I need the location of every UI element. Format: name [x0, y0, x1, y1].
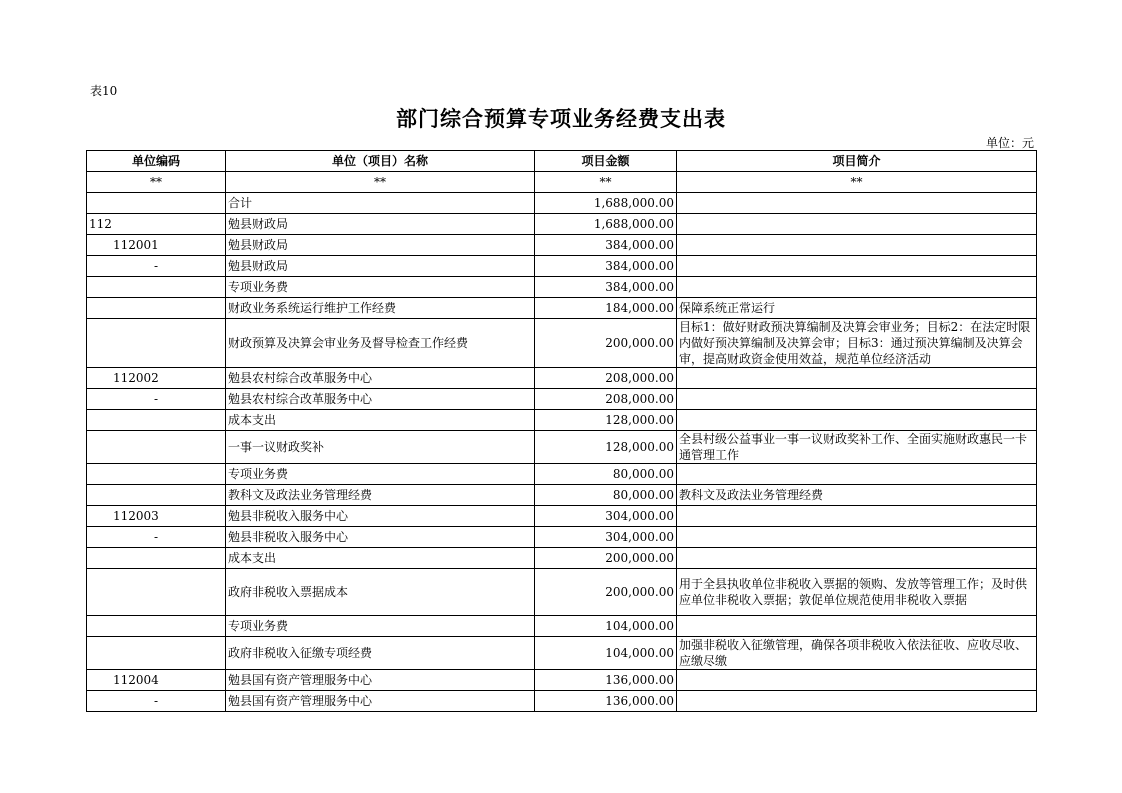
- table-row: [87, 431, 1037, 464]
- amount-cell: 384,000.00: [535, 277, 677, 298]
- unit-code-cell: [87, 431, 226, 464]
- description-cell: [677, 410, 1037, 431]
- amount-cell: 128,000.00: [535, 410, 677, 431]
- header-description: 项目简介: [677, 151, 1037, 172]
- table-row: [87, 506, 1037, 527]
- table-row: [87, 670, 1037, 691]
- unit-code-cell: 112004: [87, 670, 226, 691]
- amount-cell: 200,000.00: [535, 319, 677, 368]
- unit-name-cell: 勉县非税收入服务中心: [226, 527, 535, 548]
- table-row: [87, 319, 1037, 368]
- description-cell: 目标1：做好财政预决算编制及决算会审业务；目标2：在法定时限内做好预决算编制及决算会审；目标3：通过预决算编制及决算会审，提高财政资金使用效益，规范单位经济活动: [677, 319, 1037, 368]
- table-row: [87, 193, 1037, 214]
- star-cell: **: [87, 172, 226, 193]
- description-cell: [677, 368, 1037, 389]
- unit-name-cell: 政府非税收入票据成本: [226, 569, 535, 616]
- unit-code-cell: [87, 298, 226, 319]
- unit-code-cell: 112: [87, 214, 226, 235]
- unit-code-cell: [87, 485, 226, 506]
- amount-cell: 136,000.00: [535, 691, 677, 712]
- star-cell: **: [535, 172, 677, 193]
- unit-name-cell: 成本支出: [226, 410, 535, 431]
- unit-name-cell: 勉县财政局: [226, 256, 535, 277]
- expense-table: [86, 150, 1037, 712]
- table-row: [87, 410, 1037, 431]
- description-cell: [677, 506, 1037, 527]
- unit-name-cell: 勉县国有资产管理服务中心: [226, 691, 535, 712]
- unit-code-cell: [87, 637, 226, 670]
- table-row: [87, 691, 1037, 712]
- table-row: [87, 527, 1037, 548]
- table-row: [87, 256, 1037, 277]
- table-row: [87, 548, 1037, 569]
- header-amount: 项目金额: [535, 151, 677, 172]
- description-cell: [677, 256, 1037, 277]
- unit-code-cell: [87, 616, 226, 637]
- description-cell: [677, 389, 1037, 410]
- unit-name-cell: 专项业务费: [226, 464, 535, 485]
- unit-code-cell: [87, 193, 226, 214]
- header-row: [87, 151, 1037, 172]
- table-row: [87, 569, 1037, 616]
- table-row: [87, 389, 1037, 410]
- unit-name-cell: 勉县财政局: [226, 235, 535, 256]
- amount-cell: 200,000.00: [535, 569, 677, 616]
- table-row: [87, 616, 1037, 637]
- unit-name-cell: 勉县国有资产管理服务中心: [226, 670, 535, 691]
- description-cell: [677, 670, 1037, 691]
- table-row: [87, 368, 1037, 389]
- description-cell: [677, 548, 1037, 569]
- description-cell: 全县村级公益事业一事一议财政奖补工作、全面实施财政惠民一卡通管理工作: [677, 431, 1037, 464]
- amount-cell: 1,688,000.00: [535, 193, 677, 214]
- amount-cell: 304,000.00: [535, 506, 677, 527]
- unit-label: 单位：元: [985, 136, 1034, 150]
- description-cell: [677, 235, 1037, 256]
- unit-code-cell: [87, 319, 226, 368]
- table-row: [87, 464, 1037, 485]
- unit-name-cell: 财政预算及决算会审业务及督导检查工作经费: [226, 319, 535, 368]
- header-unit-name: 单位（项目）名称: [226, 151, 535, 172]
- unit-name-cell: 勉县财政局: [226, 214, 535, 235]
- amount-cell: 208,000.00: [535, 368, 677, 389]
- header-unit-code: 单位编码: [87, 151, 226, 172]
- table-row: [87, 214, 1037, 235]
- unit-name-cell: 勉县非税收入服务中心: [226, 506, 535, 527]
- unit-code-cell: -: [87, 527, 226, 548]
- description-cell: [677, 277, 1037, 298]
- unit-name-cell: 成本支出: [226, 548, 535, 569]
- sheet-number: 表10: [90, 84, 118, 98]
- unit-code-cell: 112002: [87, 368, 226, 389]
- unit-code-cell: 112001: [87, 235, 226, 256]
- unit-name-cell: 财政业务系统运行维护工作经费: [226, 298, 535, 319]
- unit-code-cell: [87, 277, 226, 298]
- amount-cell: 136,000.00: [535, 670, 677, 691]
- table-row: [87, 298, 1037, 319]
- unit-code-cell: 112003: [87, 506, 226, 527]
- unit-name-cell: 教科文及政法业务管理经费: [226, 485, 535, 506]
- description-cell: [677, 464, 1037, 485]
- description-cell: [677, 691, 1037, 712]
- description-cell: [677, 193, 1037, 214]
- amount-cell: 80,000.00: [535, 464, 677, 485]
- amount-cell: 384,000.00: [535, 256, 677, 277]
- unit-name-cell: 一事一议财政奖补: [226, 431, 535, 464]
- amount-cell: 304,000.00: [535, 527, 677, 548]
- star-row: [87, 172, 1037, 193]
- unit-name-cell: 勉县农村综合改革服务中心: [226, 368, 535, 389]
- unit-code-cell: [87, 464, 226, 485]
- unit-name-cell: 专项业务费: [226, 277, 535, 298]
- amount-cell: 104,000.00: [535, 616, 677, 637]
- unit-code-cell: -: [87, 389, 226, 410]
- description-cell: 教科文及政法业务管理经费: [677, 485, 1037, 506]
- description-cell: [677, 527, 1037, 548]
- table-row: [87, 485, 1037, 506]
- amount-cell: 1,688,000.00: [535, 214, 677, 235]
- unit-name-cell: 政府非税收入征缴专项经费: [226, 637, 535, 670]
- amount-cell: 104,000.00: [535, 637, 677, 670]
- unit-name-cell: 专项业务费: [226, 616, 535, 637]
- description-cell: 保障系统正常运行: [677, 298, 1037, 319]
- table-row: [87, 235, 1037, 256]
- description-cell: [677, 214, 1037, 235]
- description-cell: 加强非税收入征缴管理，确保各项非税收入依法征收、应收尽收、应缴尽缴: [677, 637, 1037, 670]
- star-cell: **: [677, 172, 1037, 193]
- unit-code-cell: [87, 569, 226, 616]
- unit-name-cell: 勉县农村综合改革服务中心: [226, 389, 535, 410]
- star-cell: **: [226, 172, 535, 193]
- amount-cell: 80,000.00: [535, 485, 677, 506]
- unit-code-cell: -: [87, 691, 226, 712]
- amount-cell: 128,000.00: [535, 431, 677, 464]
- unit-name-cell: 合计: [226, 193, 535, 214]
- amount-cell: 208,000.00: [535, 389, 677, 410]
- unit-code-cell: -: [87, 256, 226, 277]
- amount-cell: 384,000.00: [535, 235, 677, 256]
- description-cell: 用于全县执收单位非税收入票据的领购、发放等管理工作；及时供应单位非税收入票据；敦促单位规范使用非税收入票据: [677, 569, 1037, 616]
- unit-code-cell: [87, 410, 226, 431]
- description-cell: [677, 616, 1037, 637]
- unit-code-cell: [87, 548, 226, 569]
- page-title: 部门综合预算专项业务经费支出表: [396, 106, 726, 131]
- table-row: [87, 277, 1037, 298]
- amount-cell: 184,000.00: [535, 298, 677, 319]
- amount-cell: 200,000.00: [535, 548, 677, 569]
- table-row: [87, 637, 1037, 670]
